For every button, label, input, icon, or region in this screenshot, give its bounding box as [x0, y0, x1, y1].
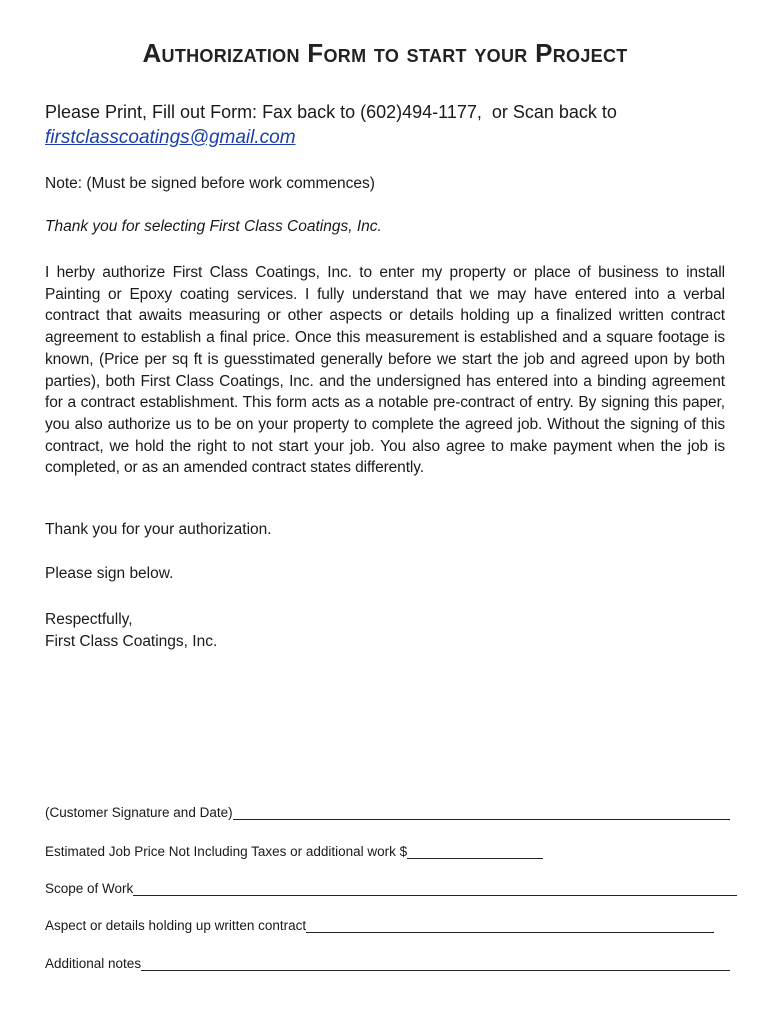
aspect-label: Aspect or details holding up written contract [45, 918, 307, 933]
instructions-text: Please Print, Fill out Form: Fax back to (602)494-1177, [45, 102, 482, 122]
note-text: Note: (Must be signed before work commences) [45, 175, 375, 192]
thanks-selecting-text: Thank you for selecting First Class Coatings, Inc. [45, 218, 382, 235]
signature-field [45, 804, 730, 820]
respectfully-text: Respectfully, [45, 611, 133, 628]
form-title: Authorization Form to start your Project [142, 38, 628, 68]
company-name: First Class Coatings, Inc. [45, 632, 218, 650]
instructions-line [45, 102, 617, 123]
aspect-field [45, 917, 714, 933]
scope-line[interactable] [133, 880, 737, 896]
closing-block [45, 609, 217, 652]
scope-label: Scope of Work [45, 881, 134, 896]
price-line[interactable] [407, 843, 543, 859]
sign-below-text: Please sign below. [45, 565, 174, 582]
thank-authorization-text: Thank you for your authorization. [45, 521, 272, 538]
price-label: Estimated Job Price Not Including Taxes or additional work $ [45, 844, 408, 859]
notes-label: Additional notes [45, 956, 142, 971]
notes-line[interactable] [141, 955, 730, 971]
notes-field [45, 955, 730, 971]
aspect-line[interactable] [306, 917, 714, 933]
email-link[interactable]: firstclasscoatings@gmail.com [45, 127, 296, 148]
price-field [45, 843, 543, 859]
scope-field [45, 880, 737, 896]
signature-label: (Customer Signature and Date) [45, 805, 233, 820]
authorization-paragraph: I herby authorize First Class Coatings, Inc. to enter my property or place of business to install Painting or Epoxy coating services. I fully understand that we may have entered into a verbal contract that awaits measuring or other aspects or details holding up a finalized written contract agreement to establish a final price. Once this measurement is established and a square footage is known, (Price per sq ft is guesstimated generally before we start the job and agreed upon by both parties), both First Class Coatings, Inc. and the undersigned has entered into a binding agreement for a contract establishment. This form acts as a notable pre-contract of entry. By signing this paper, you also authorize us to be on your property to complete the agreed job. Without the signing of this contract, we hold the right to not start your job. You also agree to make payment when the job is completed, or as an amended contract states differently. [45, 264, 725, 477]
scan-text: or Scan back to [491, 102, 617, 122]
signature-line[interactable] [233, 804, 730, 820]
